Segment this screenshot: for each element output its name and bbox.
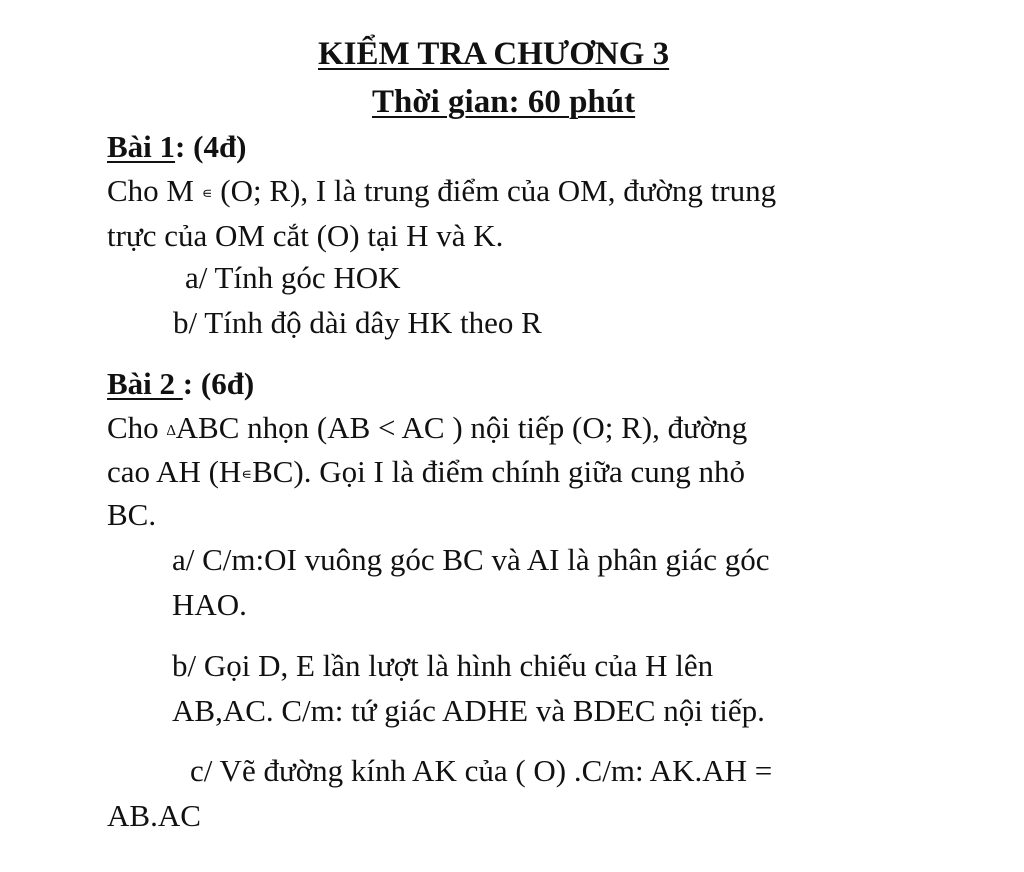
problem-2-statement-line-1 xyxy=(107,412,747,443)
problem-2-part-c-line-1: c/ Vẽ đường kính AK của ( O) .C/m: AK.AH = xyxy=(190,753,773,788)
problem-2-part-b-line-1: b/ Gọi D, E lần lượt là hình chiếu của H lên xyxy=(172,648,714,683)
problem-1-part-b: b/ Tính độ dài dây HK theo R xyxy=(173,305,542,340)
element-of-symbol: ∊ xyxy=(201,186,213,202)
problem-1-points: : (4đ) xyxy=(175,129,247,164)
problem-1-text-1b: (O; R), I là trung điểm của OM, đường trung xyxy=(212,173,777,208)
problem-2-part-a-line-1: a/ C/m:OI vuông góc BC và AI là phân giác góc xyxy=(172,542,770,577)
problem-1-part-a: a/ Tính góc HOK xyxy=(185,260,401,295)
problem-2-part-b-line-2: AB,AC. C/m: tứ giác ADHE và BDEC nội tiếp. xyxy=(172,693,765,728)
exam-title: KIỂM TRA CHƯƠNG 3 xyxy=(318,36,670,72)
problem-2-part-a-line-2: HAO. xyxy=(172,587,247,622)
element-of-symbol: ∊ xyxy=(241,467,253,483)
exam-duration: Thời gian: 60 phút xyxy=(372,84,636,120)
problem-1-text-1a: Cho M xyxy=(107,173,202,208)
problem-2-statement-line-3: BC. xyxy=(107,497,157,532)
problem-2-label: Bài 2 xyxy=(107,366,183,401)
problem-1-statement-line-2: trực của OM cắt (O) tại H và K. xyxy=(107,218,504,253)
problem-1-heading xyxy=(107,131,247,162)
problem-2-statement-line-2 xyxy=(107,456,745,487)
triangle-symbol: ∆ xyxy=(166,423,176,439)
problem-2-points: : (6đ) xyxy=(182,366,255,401)
problem-2-part-c-line-2: AB.AC xyxy=(107,798,201,833)
problem-2-text-1b: ABC nhọn (AB < AC ) nội tiếp (O; R), đường xyxy=(175,410,748,445)
problem-2-text-2b: BC). Gọi I là điểm chính giữa cung nhỏ xyxy=(252,454,745,489)
problem-2-text-2a: cao AH (H xyxy=(107,454,242,489)
problem-1-label: Bài 1 xyxy=(107,129,176,164)
problem-1-statement-line-1 xyxy=(107,175,776,206)
problem-2-heading xyxy=(107,368,254,399)
problem-2-text-1a: Cho xyxy=(107,410,167,445)
